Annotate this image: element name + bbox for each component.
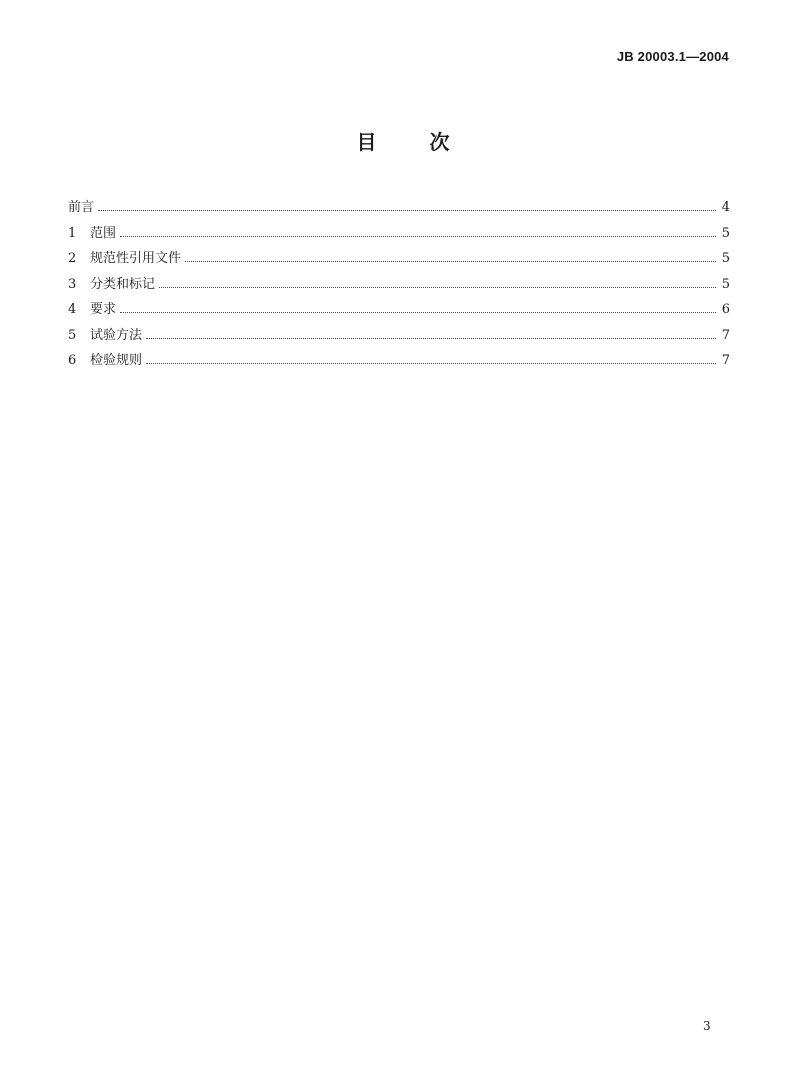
toc-entry-foreword[interactable] [68,198,730,224]
page-number: 3 [703,1019,711,1033]
toc-entry-inspection-rules[interactable] [68,351,730,377]
table-of-contents [68,198,730,377]
toc-entry-number: 4 [68,302,77,317]
toc-entry-page: 6 [721,302,730,317]
toc-entry-page: 5 [721,276,730,292]
toc-entry-number: 3 [68,276,77,292]
toc-entry-page: 7 [721,327,730,343]
toc-entry-label: 要求 [90,302,117,317]
toc-entry-requirements[interactable] [68,300,730,326]
toc-entry-label: 前言 [68,200,95,215]
toc-entry-label: 规范性引用文件 [90,251,182,266]
toc-entry-label: 范围 [90,225,117,241]
toc-entry-number: 1 [68,225,77,241]
dot-leader [146,337,716,339]
toc-entry-test-methods[interactable] [68,326,730,352]
page-title: 目 次 [356,130,450,154]
toc-entry-label: 检验规则 [90,353,143,368]
toc-entry-normative-references[interactable] [68,249,730,275]
toc-entry-label: 试验方法 [90,327,143,343]
dot-leader [185,260,716,262]
document-code: JB 20003.1—2004 [616,49,729,64]
toc-entry-page: 7 [721,353,730,368]
toc-entry-number: 2 [68,251,77,266]
dot-leader [98,209,716,211]
dot-leader [159,286,716,288]
toc-entry-page: 5 [721,225,730,241]
toc-entry-scope[interactable] [68,224,730,250]
toc-entry-number: 5 [68,327,77,343]
dot-leader [120,235,716,237]
toc-entry-page: 4 [721,200,730,215]
toc-entry-classification[interactable] [68,275,730,301]
toc-entry-number: 6 [68,353,77,368]
toc-entry-page: 5 [721,251,730,266]
dot-leader [146,362,716,364]
dot-leader [120,311,716,313]
toc-entry-label: 分类和标记 [90,276,156,292]
